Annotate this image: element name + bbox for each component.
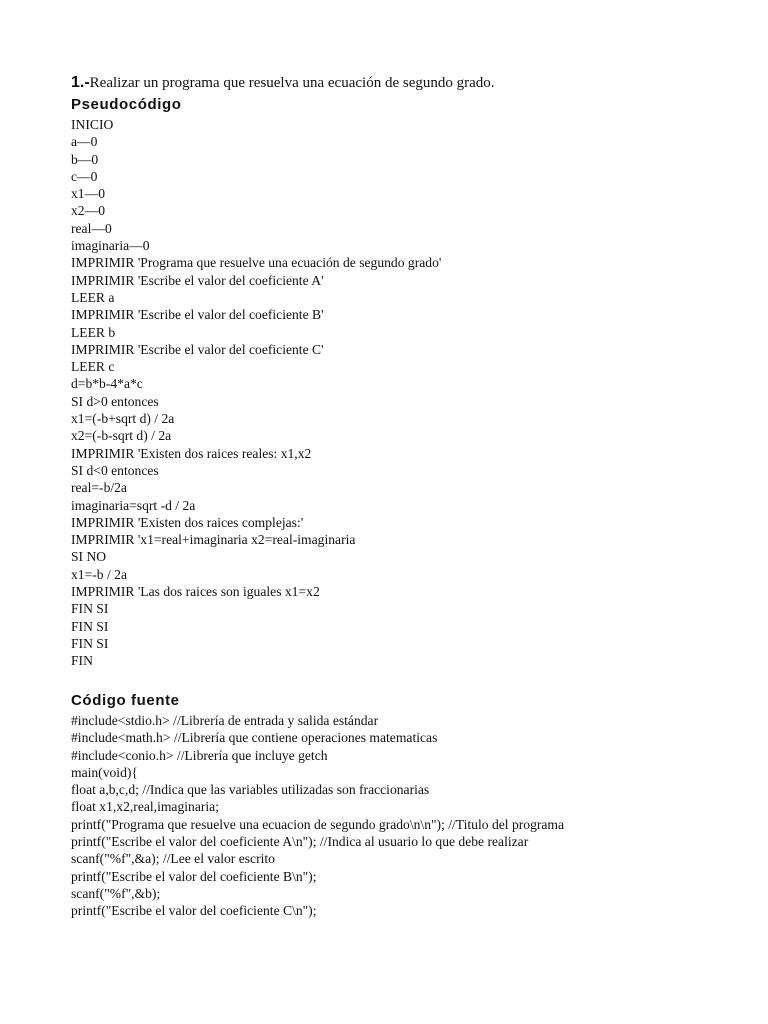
pseudocode-line: SI NO: [71, 549, 107, 565]
pseudocode-line: SI d>0 entonces: [71, 393, 159, 409]
pseudocode-line: SI d<0 entonces: [71, 462, 159, 478]
pseudocode-line: IMPRIMIR 'Existen dos raices reales: x1,x2: [71, 445, 312, 461]
pseudocode-line: d=b*b-4*a*c: [71, 376, 143, 392]
code-line: printf("Escribe el valor del coeficiente C\n");: [71, 903, 317, 919]
code-line: #include<stdio.h> //Librería de entrada y salida estándar: [71, 713, 379, 728]
pseudocode-line: LEER a: [71, 289, 115, 305]
pseudocode-line: b—0: [71, 151, 99, 167]
code-line: float x1,x2,real,imaginaria;: [71, 799, 219, 815]
exercise-heading: [71, 73, 495, 93]
pseudocode-line: FIN SI: [71, 618, 109, 634]
pseudocode-line: FIN: [71, 653, 93, 669]
code-line: scanf("%f",&b);: [71, 885, 161, 901]
pseudocode-line: IMPRIMIR 'Escribe el valor del coeficiente C': [71, 341, 324, 357]
pseudocode-line: x1=-b / 2a: [71, 566, 127, 582]
pseudocode-line: LEER c: [71, 359, 115, 375]
source-code-block: [71, 712, 564, 920]
exercise-statement: Realizar un programa que resuelva una ecuación de segundo grado.: [89, 75, 495, 91]
pseudocode-line: real—0: [71, 220, 112, 236]
pseudocode-line: IMPRIMIR 'Escribe el valor del coeficiente A': [71, 272, 324, 288]
pseudocode-line: LEER b: [71, 324, 116, 340]
code-line: printf("Escribe el valor del coeficiente B\n");: [71, 868, 317, 884]
pseudocode-title: Pseudocódigo: [71, 96, 182, 113]
code-line: scanf("%f",&a); //Lee el valor escrito: [71, 851, 275, 867]
pseudocode-line: IMPRIMIR 'x1=real+imaginaria x2=real-imaginaria: [71, 532, 356, 548]
code-line: #include<conio.h> //Librería que incluye getch: [71, 747, 328, 763]
pseudocode-line: IMPRIMIR 'Las dos raices son iguales x1=x2: [71, 584, 320, 600]
pseudocode-line: c—0: [71, 168, 98, 184]
code-line: float a,b,c,d; //Indica que las variables utilizadas son fraccionarias: [71, 782, 430, 798]
code-line: #include<math.h> //Librería que contiene operaciones matematicas: [71, 730, 438, 746]
pseudocode-line: x1—0: [71, 186, 105, 202]
pseudocode-line: IMPRIMIR 'Existen dos raices complejas:': [71, 514, 304, 530]
pseudocode-line: real=-b/2a: [71, 480, 127, 496]
code-line: printf("Escribe el valor del coeficiente A\n"); //Indica al usuario lo que debe realizar: [71, 834, 529, 850]
pseudocode-line: x2—0: [71, 203, 105, 219]
pseudocode-line: IMPRIMIR 'Escribe el valor del coeficiente B': [71, 307, 324, 323]
pseudocode-line: FIN SI: [71, 601, 109, 617]
pseudocode-line: x1=(-b+sqrt d) / 2a: [71, 411, 175, 427]
source-code-title: Código fuente: [71, 692, 180, 709]
pseudocode-line: a—0: [71, 134, 98, 150]
pseudocode-line: imaginaria—0: [71, 238, 150, 254]
pseudocode-block: [71, 116, 441, 670]
pseudocode-line: imaginaria=sqrt -d / 2a: [71, 497, 196, 513]
code-line: main(void){: [71, 764, 138, 780]
pseudocode-line: IMPRIMIR 'Programa que resuelve una ecuación de segundo grado': [71, 255, 442, 271]
pseudocode-line: x2=(-b-sqrt d) / 2a: [71, 428, 172, 444]
pseudocode-line: INICIO: [71, 117, 114, 132]
pseudocode-line: FIN SI: [71, 635, 109, 651]
code-line: printf("Programa que resuelve una ecuacion de segundo grado\n\n"); //Titulo del programa: [71, 816, 565, 832]
exercise-number: 1.-: [71, 74, 90, 91]
